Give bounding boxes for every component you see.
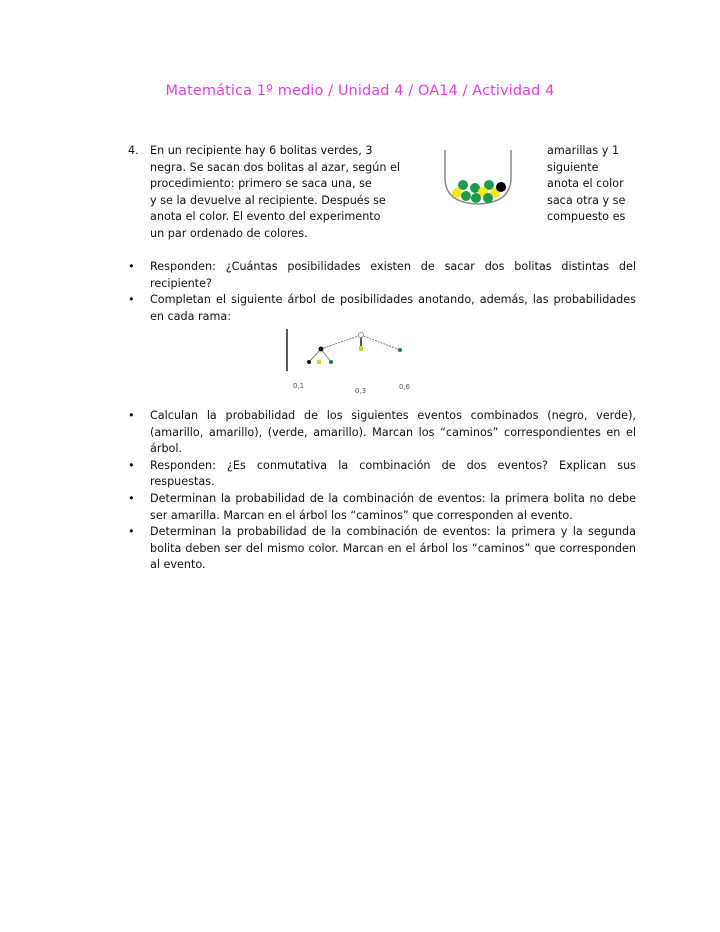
bullet-item: • Responden: ¿Es conmutativa la combinación de dos eventos? Explican sus respuestas.	[128, 458, 636, 491]
tree-label: 0,6	[399, 383, 411, 391]
text-line: compuesto es	[547, 210, 626, 224]
bullet-item: • Determinan la probabilidad de la combinación de eventos: la primera bolita no debe ser amarilla. Marcan en el árbol los “caminos” que corresponden al evento.	[128, 491, 636, 524]
text-line: anota el color	[547, 177, 624, 191]
text-line: En un recipiente hay 6 bolitas verdes, 3	[150, 144, 373, 157]
bullet-item: • Responden: ¿Cuántas posibilidades existen de sacar dos bolitas distintas del recipiente?	[128, 259, 636, 292]
text-line: y se la devuelve al recipiente. Después se	[150, 193, 386, 207]
text-line: procedimiento: primero se saca una, se	[150, 177, 372, 191]
bullet-list-bottom	[128, 408, 636, 574]
tree-label: 0,1	[293, 382, 305, 390]
item-number: 4.	[128, 144, 139, 157]
text-line: amarillas y 1	[547, 144, 620, 157]
item-text-right	[547, 143, 642, 226]
bullet-item: • Determinan la probabilidad de la combinación de eventos: la primera y la segunda bolita deben ser del mismo color. Marcan en el árbol los “caminos” que corresponden al evento.	[128, 524, 636, 574]
bullet-list-top	[128, 259, 636, 325]
bullet-item: • Completan el siguiente árbol de posibilidades anotando, además, las probabilidades en cada rama:	[128, 292, 636, 325]
item-text-left	[150, 143, 450, 243]
bullet-item: • Calculan la probabilidad de los siguientes eventos combinados (negro, verde), (amarillo, amarillo), (verde, amarillo). Marcan los “caminos” correspondientes en el árbol.	[128, 408, 636, 458]
text-line: anota el color. El evento del experimento	[150, 210, 381, 224]
bowl-with-balls-icon	[443, 148, 513, 208]
text-line: siguiente	[547, 160, 599, 174]
probability-tree-diagram	[283, 325, 418, 400]
text-line: saca otra y se	[547, 193, 626, 207]
tree-label: 0,3	[355, 387, 367, 395]
text-line: un par ordenado de colores.	[150, 226, 308, 240]
page-title: Matemática 1º medio / Unidad 4 / OA14 / Actividad 4	[165, 83, 555, 99]
text-line: negra. Se sacan dos bolitas al azar, según el	[150, 160, 400, 174]
